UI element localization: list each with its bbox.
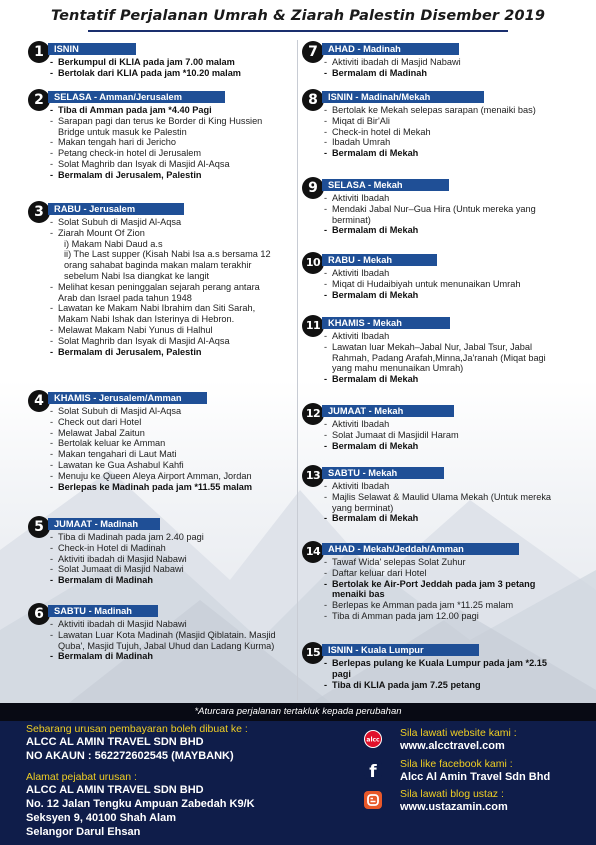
activity-item: - Mendaki Jabal Nur–Gua Hira (Untuk mereka yang berminat) bbox=[324, 204, 562, 226]
day-activity-list bbox=[324, 419, 562, 451]
page-title: Tentatif Perjalanan Umrah & Ziarah Palestin Disember 2019 bbox=[50, 8, 546, 24]
day-number-badge: 3 bbox=[28, 201, 50, 223]
day-heading: KHAMIS - Mekah bbox=[322, 317, 450, 329]
activity-item: - Solat Jumaat di Masjid Nabawi bbox=[50, 564, 276, 575]
day-activity-list bbox=[324, 658, 562, 690]
activity-item: ii) The Last supper (Kisah Nabi Isa a.s bersama 12 orang sahabat baginda makan malam terakhir sebelum Nabi Isa diangkat ke langit bbox=[64, 249, 271, 281]
activity-item: - Berlepas ke Amman pada jam *11.25 malam bbox=[324, 600, 562, 611]
address-line-2: Seksyen 9, 40100 Shah Alam bbox=[26, 812, 177, 824]
svg-text:alcc: alcc bbox=[366, 736, 380, 744]
activity-item: - Solat Maghrib dan Isyak di Masjid Al-Aqsa bbox=[50, 336, 276, 347]
day-heading: RABU - Mekah bbox=[322, 254, 437, 266]
activity-item: - Aktiviti Ibadah bbox=[324, 419, 562, 430]
day-activity-list bbox=[324, 193, 562, 236]
day-number-badge: 4 bbox=[28, 390, 50, 412]
activity-item: - Bermalam di Jerusalem, Palestin bbox=[50, 170, 276, 181]
day-number-badge: 13 bbox=[302, 465, 324, 487]
day-number-badge: 6 bbox=[28, 603, 50, 625]
activity-item: - Bermalam di Madinah bbox=[50, 575, 276, 586]
activity-item: - Tiba di Amman pada jam 12.00 pagi bbox=[324, 611, 562, 622]
day-heading: ISNIN - Madinah/Mekah bbox=[322, 91, 484, 103]
facebook-icon bbox=[364, 761, 382, 779]
activity-item: - Solat Jumaat di Masjidil Haram bbox=[324, 430, 562, 441]
activity-item: - Aktiviti Ibadah bbox=[324, 268, 562, 279]
day-activity-list bbox=[324, 57, 562, 79]
activity-item: - Menuju ke Queen Aleya Airport Amman, Jordan bbox=[50, 471, 276, 482]
payment-company: ALCC AL AMIN TRAVEL SDN BHD bbox=[26, 736, 204, 748]
day-activity-list bbox=[50, 619, 276, 662]
day-activity-list bbox=[50, 532, 276, 586]
activity-item: - Miqat di Hudaibiyah untuk menunaikan Umrah bbox=[324, 279, 562, 290]
day-activity-list bbox=[324, 481, 562, 524]
day-heading: SELASA - Amman/Jerusalem bbox=[48, 91, 225, 103]
activity-item: - Berlepas pulang ke Kuala Lumpur pada jam *2.15 pagi bbox=[324, 658, 562, 680]
activity-item: - Bertolak dari KLIA pada jam *10.20 malam bbox=[50, 68, 271, 79]
day-heading: SABTU - Madinah bbox=[48, 605, 158, 617]
activity-item: - Melihat kesan peninggalan sejarah perang antara Arab dan Israel pada tahun 1948 bbox=[50, 282, 276, 304]
activity-item: - Berlepas ke Madinah pada jam *11.55 malam bbox=[50, 482, 276, 493]
day-activity-list bbox=[324, 331, 562, 385]
activity-item: - Daftar keluar dari Hotel bbox=[324, 568, 562, 579]
facebook-link[interactable]: Alcc Al Amin Travel Sdn Bhd bbox=[400, 771, 551, 783]
activity-item: - Berkumpul di KLIA pada jam 7.00 malam bbox=[50, 57, 271, 68]
website-link[interactable]: www.alcctravel.com bbox=[400, 740, 505, 752]
activity-item: - Bermalam di Madinah bbox=[324, 68, 562, 79]
activity-item: - Aktiviti Ibadah bbox=[324, 331, 562, 342]
day-number-badge: 7 bbox=[302, 41, 324, 63]
activity-item: - Bermalam di Jerusalem, Palestin bbox=[50, 347, 276, 358]
activity-item: - Tawaf Wida' selepas Solat Zuhur bbox=[324, 557, 562, 568]
activity-item: - Lawatan Luar Kota Madinah (Masjid Qiblatain. Masjid Quba', Masjid Tujuh, Jabal Uhud dan Ladang Kurma) bbox=[50, 630, 276, 652]
day-number-badge: 10 bbox=[302, 252, 324, 274]
website-label: Sila lawati website kami : bbox=[400, 727, 517, 739]
payment-label: Sebarang urusan pembayaran boleh dibuat ke : bbox=[26, 723, 248, 735]
bank-account: NO AKAUN : 562272602545 (MAYBANK) bbox=[26, 750, 234, 762]
day-number-badge: 8 bbox=[302, 89, 324, 111]
activity-item: - Lawatan luar Mekah–Jabal Nur, Jabal Tsur, Jabal Rahmah, Padang Arafah,Minna,Ja'ranah (Miqat bagi yang mahu menunaikan Umrah) bbox=[324, 342, 562, 374]
activity-item: - Aktiviti ibadah di Masjid Nabawi bbox=[50, 619, 276, 630]
day-heading: ISNIN bbox=[48, 43, 136, 55]
day-heading: JUMAAT - Madinah bbox=[48, 518, 160, 530]
activity-item: - Solat Subuh di Masjid Al-Aqsa bbox=[50, 217, 276, 228]
activity-item: - Aktiviti ibadah di Masjid Nabawi bbox=[324, 57, 562, 68]
day-heading: ISNIN - Kuala Lumpur bbox=[322, 644, 479, 656]
day-number-badge: 12 bbox=[302, 403, 324, 425]
activity-item: - Check-in Hotel di Madinah bbox=[50, 543, 276, 554]
day-number-badge: 5 bbox=[28, 516, 50, 538]
activity-item: - Lawatan ke Makam Nabi Ibrahim dan Siti Sarah, Makam Nabi Ishak dan Isterinya di Hebron. bbox=[50, 303, 276, 325]
day-heading: AHAD - Madinah bbox=[322, 43, 459, 55]
activity-item: - Bermalam di Mekah bbox=[324, 290, 562, 301]
address-company: ALCC AL AMIN TRAVEL SDN BHD bbox=[26, 784, 204, 796]
activity-item: - Tiba di Madinah pada jam 2.40 pagi bbox=[50, 532, 276, 543]
blog-label: Sila lawati blog ustaz : bbox=[400, 788, 504, 800]
activity-item: - Check-in hotel di Mekah bbox=[324, 127, 562, 138]
activity-item: i) Makam Nabi Daud a.s bbox=[64, 238, 163, 249]
day-number-badge: 15 bbox=[302, 642, 324, 664]
day-activity-list bbox=[324, 268, 562, 300]
activity-item: - Solat Subuh di Masjid Al-Aqsa bbox=[50, 406, 276, 417]
day-number-badge: 9 bbox=[302, 177, 324, 199]
day-activity-list bbox=[50, 406, 276, 492]
title-underline bbox=[88, 30, 508, 32]
activity-item: - Aktiviti Ibadah bbox=[324, 481, 562, 492]
day-activity-list bbox=[50, 57, 271, 79]
activity-item: - Miqat di Bir'Ali bbox=[324, 116, 562, 127]
activity-item: - Lawatan ke Gua Ashabul Kahfi bbox=[50, 460, 276, 471]
activity-item: - Solat Maghrib dan Isyak di Masjid Al-Aqsa bbox=[50, 159, 276, 170]
day-heading: RABU - Jerusalem bbox=[48, 203, 184, 215]
activity-item: - Bermalam di Mekah bbox=[324, 225, 562, 236]
activity-item: - Makan tengahari di Laut Mati bbox=[50, 449, 276, 460]
activity-item: - Ziarah Mount Of Zion bbox=[50, 228, 276, 239]
day-number-badge: 14 bbox=[302, 541, 324, 563]
activity-item: - Bertolak ke Air-Port Jeddah pada jam 3 petang menaiki bas bbox=[324, 579, 562, 601]
activity-item: - Bertolak ke Mekah selepas sarapan (menaiki bas) bbox=[324, 105, 562, 116]
day-activity-list bbox=[50, 105, 276, 181]
address-line-1: No. 12 Jalan Tengku Ampuan Zabedah K9/K bbox=[26, 798, 255, 810]
activity-item: - Petang check-in hotel di Jerusalem bbox=[50, 148, 276, 159]
activity-item: - Ibadah Umrah bbox=[324, 137, 562, 148]
facebook-label: Sila like facebook kami : bbox=[400, 758, 513, 770]
activity-item: - Melawat Makam Nabi Yunus di Halhul bbox=[50, 325, 276, 336]
day-number-badge: 11 bbox=[302, 315, 324, 337]
activity-item: - Tiba di KLIA pada jam 7.25 petang bbox=[324, 680, 562, 691]
day-heading: AHAD - Mekah/Jeddah/Amman bbox=[322, 543, 519, 555]
day-heading: JUMAAT - Mekah bbox=[322, 405, 454, 417]
day-number-badge: 1 bbox=[28, 41, 50, 63]
activity-item: - Bertolak keluar ke Amman bbox=[50, 438, 276, 449]
activity-item: - Bermalam di Mekah bbox=[324, 441, 562, 452]
schedule-note: *Aturcara perjalanan tertakluk kepada perubahan bbox=[0, 703, 596, 721]
svg-text:f: f bbox=[369, 762, 377, 779]
activity-item: - Bermalam di Mekah bbox=[324, 513, 562, 524]
address-label: Alamat pejabat urusan : bbox=[26, 771, 137, 783]
day-activity-list bbox=[324, 105, 562, 159]
activity-item: - Aktiviti Ibadah bbox=[324, 193, 562, 204]
activity-item: - Majlis Selawat & Maulid Ulama Mekah (Untuk mereka yang berminat) bbox=[324, 492, 562, 514]
activity-item: - Melawat Jabal Zaitun bbox=[50, 428, 276, 439]
activity-item: - Bermalam di Madinah bbox=[50, 651, 276, 662]
day-heading: SELASA - Mekah bbox=[322, 179, 449, 191]
column-divider bbox=[297, 40, 298, 700]
day-number-badge: 2 bbox=[28, 89, 50, 111]
activity-item: - Makan tengah hari di Jericho bbox=[50, 137, 276, 148]
blogger-icon bbox=[364, 791, 382, 809]
activity-item: - Bermalam di Mekah bbox=[324, 374, 562, 385]
website-icon bbox=[364, 730, 382, 748]
day-activity-list bbox=[50, 217, 276, 357]
activity-item: - Bermalam di Mekah bbox=[324, 148, 562, 159]
activity-item: - Check out dari Hotel bbox=[50, 417, 276, 428]
activity-item: - Tiba di Amman pada jam *4.40 Pagi bbox=[50, 105, 276, 116]
address-line-3: Selangor Darul Ehsan bbox=[26, 826, 141, 838]
day-heading: SABTU - Mekah bbox=[322, 467, 444, 479]
day-heading: KHAMIS - Jerusalem/Amman bbox=[48, 392, 207, 404]
activity-item: - Aktiviti ibadah di Masjid Nabawi bbox=[50, 554, 276, 565]
day-activity-list bbox=[324, 557, 562, 622]
activity-item: - Sarapan pagi dan terus ke Border di King Hussien Bridge untuk masuk ke Palestin bbox=[50, 116, 276, 138]
blog-link[interactable]: www.ustazamin.com bbox=[400, 801, 508, 813]
